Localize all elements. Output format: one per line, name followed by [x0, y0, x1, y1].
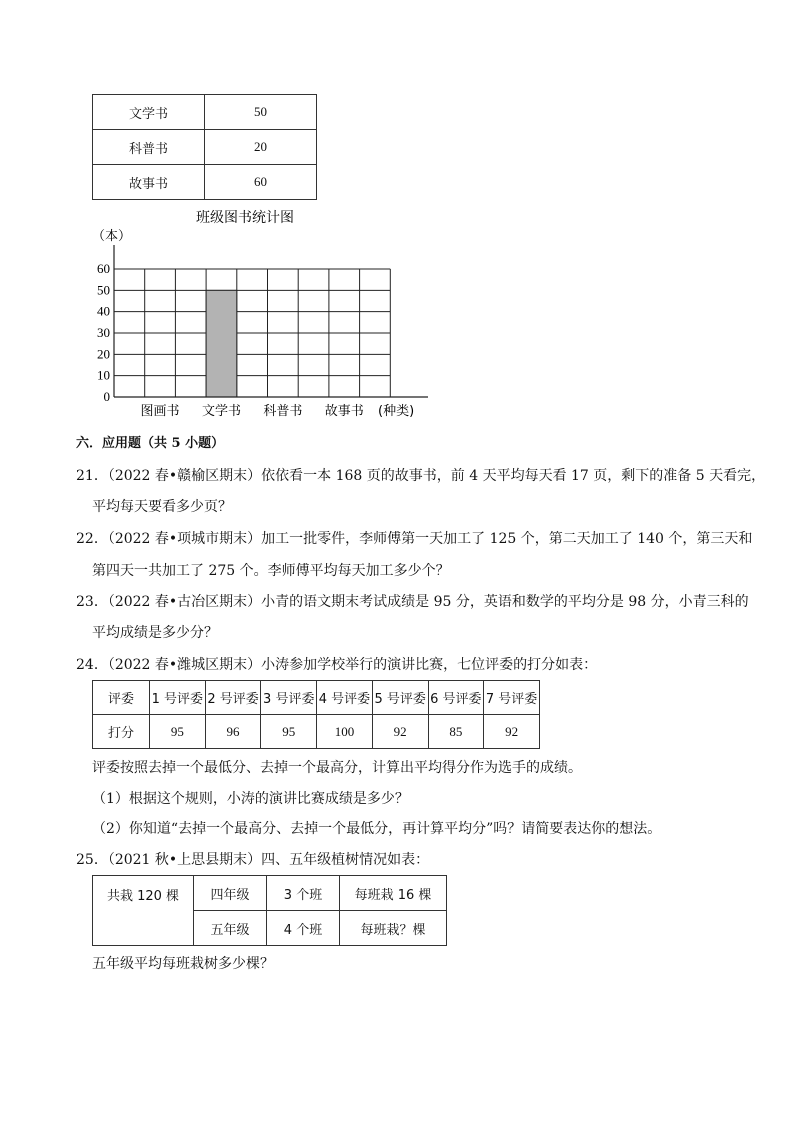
judge-score-table — [92, 680, 540, 749]
question-22-line1: 22．（2022 春•项城市期末）加工一批零件，李师傅第一天加工了 125 个，第二天加工了 140 个，第三天和 — [76, 531, 753, 547]
table-cell: 评委 — [93, 681, 150, 715]
question-25-line1: 25．（2021 秋•上思县期末）四、五年级植树情况如表： — [76, 852, 430, 868]
bar-文学书 — [206, 290, 237, 397]
table-cell: 92 — [484, 715, 540, 749]
question-23-line2: 平均成绩是多少分？ — [92, 625, 218, 641]
table-cell: 每班栽？棵 — [340, 911, 447, 946]
table-row — [93, 681, 540, 715]
question-24-line1: 24．（2022 春•潍城区期末）小涛参加学校举行的演讲比赛，七位评委的打分如表： — [76, 657, 598, 673]
table-cell: 100 — [317, 715, 373, 749]
y-tick-label: 40 — [97, 303, 110, 319]
table-cell: 50 — [205, 95, 317, 130]
x-category-label: 科普书 — [263, 404, 303, 419]
table-cell: 5 号评委 — [372, 681, 428, 715]
question-25-question: 五年级平均每班栽树多少棵？ — [92, 956, 274, 972]
table-cell: 95 — [150, 715, 206, 749]
question-22-line2: 第四天一共加工了 275 个。李师傅平均每天加工多少个？ — [92, 563, 450, 579]
table-row — [93, 95, 317, 130]
question-24-sub2: （2）你知道“去掉一个最高分、去掉一个最低分，再计算平均分”吗？请简要表达你的想法。 — [92, 821, 662, 837]
table-cell: 92 — [372, 715, 428, 749]
question-21-line1: 21．（2022 春•赣榆区期末）依依看一本 168 页的故事书，前 4 天平均每天看 17 页，剩下的准备 5 天看完， — [76, 468, 766, 484]
y-tick-label: 20 — [97, 346, 110, 362]
table-cell: 五年级 — [194, 911, 267, 946]
x-category-label: 图画书 — [140, 404, 180, 419]
table-cell: 文学书 — [93, 95, 205, 130]
table-row — [93, 130, 317, 165]
y-tick-label: 60 — [97, 261, 110, 276]
table-cell: 20 — [205, 130, 317, 165]
table-cell: 打分 — [93, 715, 150, 749]
chart-title: 班级图书统计图 — [196, 210, 294, 226]
y-axis-label: （本） — [92, 229, 132, 244]
table-cell: 60 — [205, 165, 317, 200]
table-cell: 四年级 — [194, 876, 267, 911]
table-cell: 96 — [205, 715, 261, 749]
x-category-label: 故事书 — [324, 404, 364, 419]
section-heading: 六．应用题（共 5 小题） — [76, 436, 225, 451]
x-axis-label: (种类) — [378, 404, 415, 419]
book-bar-chart — [80, 205, 440, 425]
question-21-line2: 平均每天要看多少页？ — [92, 499, 232, 515]
y-tick-label: 10 — [97, 367, 110, 383]
question-24-sub1: （1）根据这个规则，小涛的演讲比赛成绩是多少？ — [92, 791, 409, 807]
table-row — [93, 715, 540, 749]
table-cell: 故事书 — [93, 165, 205, 200]
table-cell: 7 号评委 — [484, 681, 540, 715]
y-tick-label: 50 — [97, 282, 110, 298]
y-tick-label: 0 — [103, 389, 110, 404]
table-cell: 85 — [428, 715, 484, 749]
x-category-label: 文学书 — [201, 404, 241, 419]
table-row — [93, 165, 317, 200]
table-cell: 3 个班 — [267, 876, 340, 911]
table-cell: 1 号评委 — [150, 681, 206, 715]
question-24-note: 评委按照去掉一个最低分、去掉一个最高分，计算出平均得分作为选手的成绩。 — [92, 760, 582, 776]
table-cell: 2 号评委 — [205, 681, 261, 715]
tree-planting-table — [92, 875, 447, 946]
table-cell: 共栽 120 棵 — [93, 876, 194, 946]
table-cell: 6 号评委 — [428, 681, 484, 715]
book-count-table — [92, 94, 317, 200]
table-cell: 科普书 — [93, 130, 205, 165]
table-cell: 4 号评委 — [317, 681, 373, 715]
table-row — [93, 876, 447, 911]
table-cell: 3 号评委 — [261, 681, 317, 715]
question-23-line1: 23．（2022 春•古冶区期末）小青的语文期末考试成绩是 95 分，英语和数学的平均分是 98 分，小青三科的 — [76, 594, 749, 610]
table-cell: 每班栽 16 棵 — [340, 876, 447, 911]
table-cell: 95 — [261, 715, 317, 749]
table-cell: 4 个班 — [267, 911, 340, 946]
y-tick-label: 30 — [97, 325, 110, 340]
